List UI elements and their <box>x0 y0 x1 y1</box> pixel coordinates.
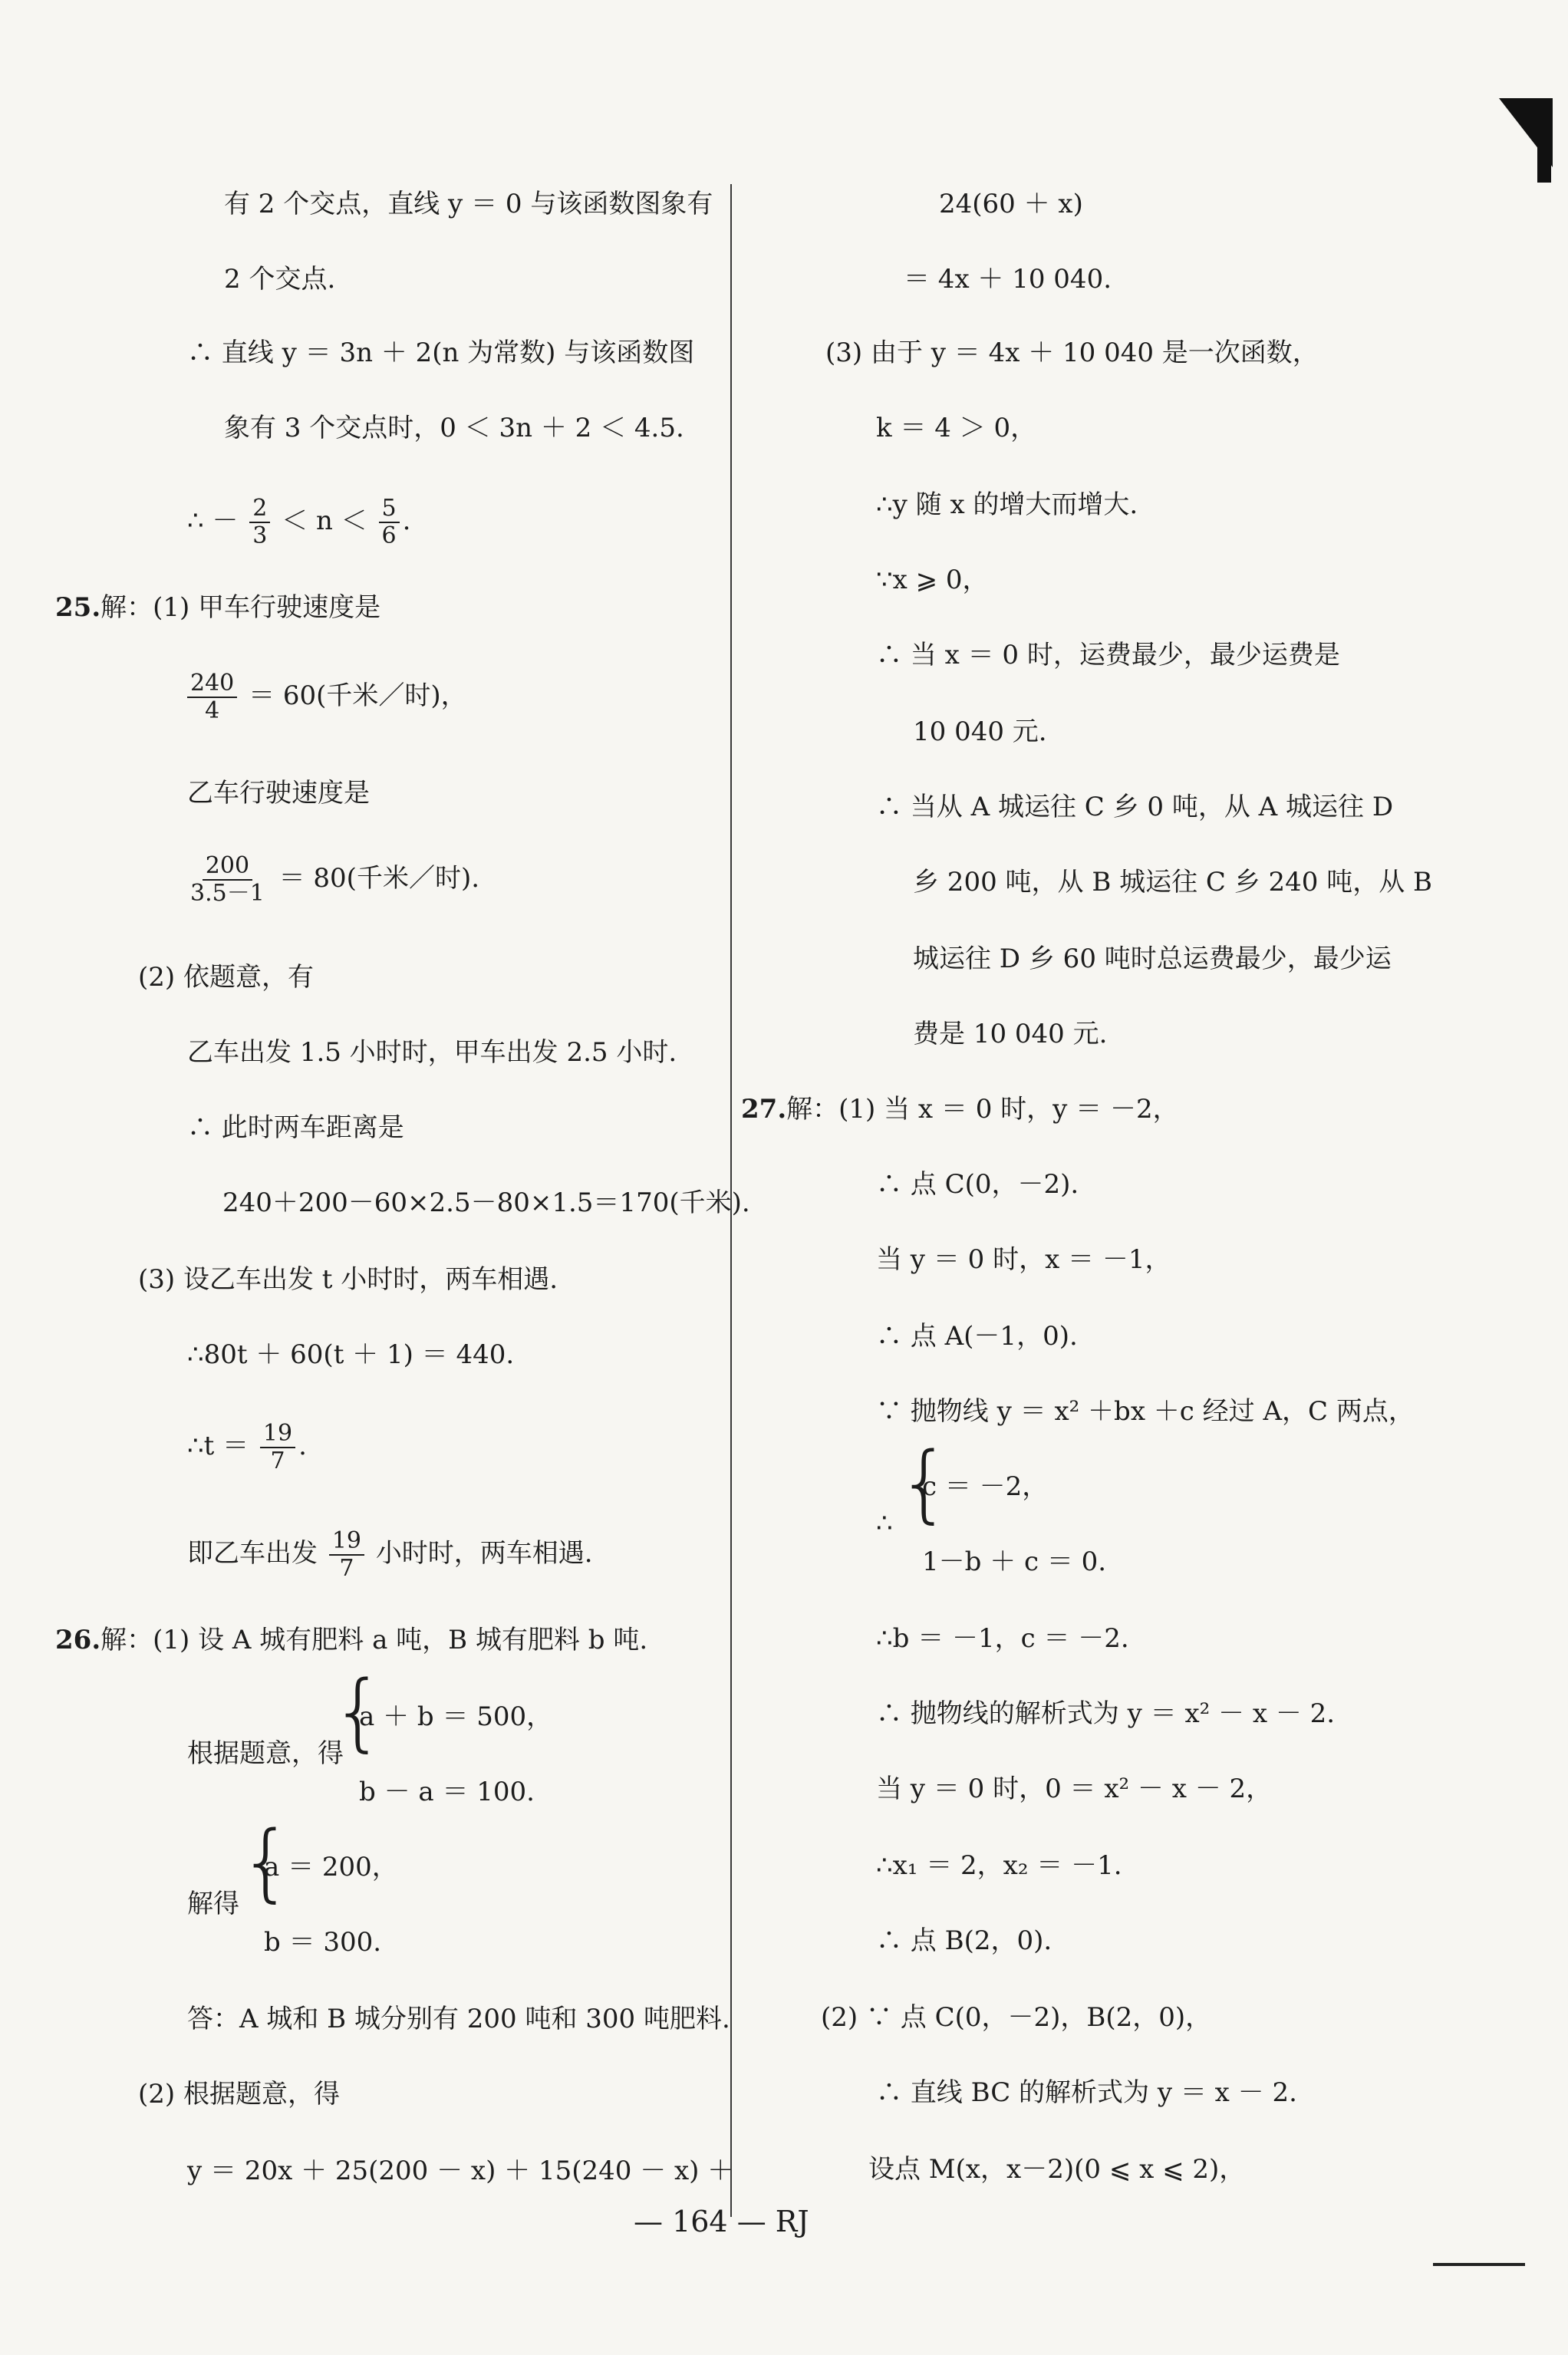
text-line: ∴x₁ ＝ 2，x₂ ＝ －1. <box>876 1850 1122 1881</box>
text-line: 24(60 ＋ x) <box>939 189 1083 219</box>
fraction: $\frac{240}{4}$ <box>187 670 237 724</box>
text-line: ∴ 此时两车距离是 <box>187 1112 404 1143</box>
text-line: ∴80t ＋ 60(t ＋ 1) ＝ 440. <box>187 1339 515 1370</box>
footer-rule <box>1433 2263 1525 2266</box>
text-line: ∴ 抛物线的解析式为 y ＝ x² － x － 2. <box>876 1698 1336 1729</box>
text-line: ∴ 点 C(0，－2). <box>876 1169 1079 1200</box>
speed-a-line: $\frac{240}{4}$ ＝ 60(千米／时)， <box>187 670 467 724</box>
text-line: 乙车行驶速度是 <box>187 778 370 809</box>
text-line: 240＋200－60×2.5－80×1.5＝170(千米). <box>222 1187 750 1218</box>
problem-number: 25. <box>55 592 101 623</box>
equation-line: a ＝ 200， <box>264 1852 398 1882</box>
text-line: 答：A 城和 B 城分别有 200 吨和 300 吨肥料. <box>187 2004 730 2034</box>
text-line: ∴ 直线 BC 的解析式为 y ＝ x － 2. <box>876 2077 1297 2108</box>
text-line: (2) 根据题意，得 <box>138 2079 340 2110</box>
text-line: 当 y ＝ 0 时，x ＝ －1， <box>876 1244 1171 1275</box>
text-line: (2) ∵ 点 C(0，－2)，B(2，0)， <box>821 2002 1212 2033</box>
text-line: 乡 200 吨，从 B 城运往 C 乡 240 吨，从 B <box>913 867 1433 898</box>
problem-27-header: 27.解：(1) 当 x ＝ 0 时，y ＝ －2， <box>741 1094 1179 1125</box>
text-line: ∴ 当从 A 城运往 C 乡 0 吨，从 A 城运往 D <box>876 792 1394 822</box>
therefore-minus: ∴ － <box>187 506 239 536</box>
text-line: 根据题意，得 <box>187 1738 344 1769</box>
text-line: 设点 M(x，x－2)(0 ⩽ x ⩽ 2)， <box>868 2154 1246 2185</box>
text-line: (2) 依题意，有 <box>138 962 314 993</box>
fraction: $\frac{2}{3}$ <box>249 496 270 549</box>
problem-number: 27. <box>741 1094 787 1125</box>
text-line: (3) 设乙车出发 t 小时时，两车相遇. <box>138 1264 558 1295</box>
inequality: ＜ n ＜ <box>282 506 367 536</box>
text-line: 费是 10 040 元. <box>913 1019 1108 1049</box>
text-line: ∴ 当 x ＝ 0 时，运费最少，最少运费是 <box>876 640 1340 670</box>
page-number: — 164 — RJ <box>634 2205 809 2238</box>
equation-line: c ＝ －2， <box>922 1471 1049 1502</box>
speed-b-line: $\frac{200}{3.5-1}$ ＝ 80(千米／时). <box>187 853 479 907</box>
equation-line: 1－b ＋ c ＝ 0. <box>922 1546 1107 1577</box>
text-line: ∵x ⩾ 0， <box>876 565 989 595</box>
text-line: ∴ 点 B(2，0). <box>876 1925 1052 1956</box>
therefore-symbol: ∴ <box>876 1508 893 1539</box>
corner-edge <box>1537 98 1551 183</box>
equation-line: a ＋ b ＝ 500， <box>359 1701 553 1732</box>
text-line: ∴ 直线 y ＝ 3n ＋ 2(n 为常数) 与该函数图 <box>187 338 695 368</box>
problem-25-header: 25.解：(1) 甲车行驶速度是 <box>55 592 381 623</box>
text-line: 解得 <box>187 1889 239 1919</box>
text-line: 城运往 D 乡 60 吨时总运费最少，最少运 <box>913 944 1392 974</box>
fraction: $\frac{200}{3.5-1}$ <box>190 852 265 907</box>
text-line: ＝ 4x ＋ 10 040. <box>904 264 1112 295</box>
left-brace: { <box>239 1813 293 1911</box>
problem-number: 26. <box>55 1625 101 1655</box>
text-line: 2 个交点. <box>224 264 336 295</box>
text-line: ∵ 抛物线 y ＝ x² ＋bx ＋c 经过 A，C 两点， <box>876 1396 1415 1427</box>
n-range-line: ∴ － $\frac{2}{3}$ ＜ n ＜ $\frac{5}{6}$ . <box>187 495 411 549</box>
text-line: 10 040 元. <box>913 716 1047 747</box>
text-line: (3) 由于 y ＝ 4x ＋ 10 040 是一次函数， <box>825 338 1319 368</box>
equation-line: b － a ＝ 100. <box>359 1777 535 1807</box>
equation-line: b ＝ 300. <box>264 1927 382 1958</box>
fraction: $\frac{19}{7}$ <box>260 1421 295 1474</box>
t-value-line: ∴t ＝ $\frac{19}{7}$ . <box>187 1420 307 1474</box>
text-line: 当 y ＝ 0 时，0 ＝ x² － x － 2， <box>876 1774 1273 1804</box>
left-brace: { <box>898 1434 951 1532</box>
text-line: k ＝ 4 ＞ 0， <box>876 413 1037 443</box>
meeting-line: 即乙车出发 $\frac{19}{7}$ 小时时，两车相遇. <box>187 1527 593 1582</box>
text-line: 乙车出发 1.5 小时时，甲车出发 2.5 小时. <box>187 1037 677 1068</box>
text-line: ∴y 随 x 的增大而增大. <box>876 489 1138 520</box>
text-line: 象有 3 个交点时，0 ＜ 3n ＋ 2 ＜ 4.5. <box>224 413 684 443</box>
text-line: ∴ 点 A(－1，0). <box>876 1321 1078 1352</box>
left-brace: { <box>331 1662 385 1760</box>
text-line: y ＝ 20x ＋ 25(200 － x) ＋ 15(240 － x) ＋ <box>187 2156 734 2186</box>
text-line: 有 2 个交点，直线 y ＝ 0 与该函数图象有 <box>224 189 713 219</box>
problem-26-header: 26.解：(1) 设 A 城有肥料 a 吨，B 城有肥料 b 吨. <box>55 1625 648 1655</box>
fraction: $\frac{5}{6}$ <box>379 496 400 549</box>
text-line: ∴b ＝ －1，c ＝ －2. <box>876 1623 1129 1654</box>
fraction: $\frac{19}{7}$ <box>329 1528 364 1582</box>
